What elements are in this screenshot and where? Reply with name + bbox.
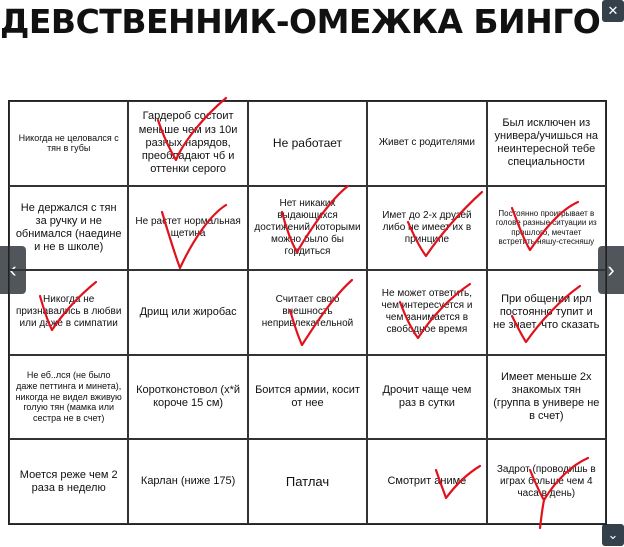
chevron-right-icon[interactable]: › (598, 246, 624, 294)
bingo-cell (9, 186, 128, 271)
bingo-cell (248, 439, 367, 524)
bingo-cell-text: Не держался с тян за ручку и не обнимался (наедине и не в школе) (15, 201, 122, 254)
bingo-cell (248, 101, 367, 186)
bingo-cell-text: Имет до 2-х друзей либо не имеет их в принципе (382, 209, 472, 245)
bingo-cell (487, 186, 606, 271)
bingo-cell (487, 355, 606, 440)
bingo-cell (9, 270, 128, 355)
bingo-cell-text: Постоянно проигрывает в голове разные ситуации из прошлого, мечтает встретить няшу-стесняшу (495, 208, 597, 247)
bingo-cell (128, 270, 247, 355)
bingo-cell-text: Гардероб состоит меньше чем из 10и разных нарядов, преобладают чб и оттенки серого (138, 110, 238, 176)
bingo-cell (9, 355, 128, 440)
bingo-cell-text: Моется реже чем 2 раза в неделю (19, 468, 118, 494)
bingo-cell (487, 101, 606, 186)
close-icon[interactable]: ✕ (602, 0, 624, 22)
bingo-cell-text: Не растет нормальная щетина (135, 215, 241, 239)
bingo-cell (128, 439, 247, 524)
bingo-cell-text: Не работает (272, 136, 343, 151)
bingo-cell-text: Не может ответить, чем интересуется и чем занимается в свободное время (381, 288, 473, 336)
bingo-cell-text: Имеет меньше 2х знакомых тян (группа в универе не в счет) (493, 370, 600, 423)
bingo-cell-text: Был исключен из универа/учишься на неинтересной тебе специальности (494, 116, 599, 169)
bingo-cell (248, 186, 367, 271)
bingo-cell-text: Патлач (285, 473, 330, 489)
bingo-cell-text: Считает свою внешность непривлекательной (261, 294, 354, 330)
bingo-cell-text: Карлан (ниже 175) (140, 475, 236, 488)
bingo-cell-text: Нет никаких выдающихся достижений, которыми можно было бы гордиться (254, 197, 361, 257)
bingo-cell-text: Никогда не целовался с тян в губы (18, 132, 119, 154)
bingo-cell (367, 270, 486, 355)
chevron-down-icon[interactable]: ⌄ (602, 524, 624, 546)
bingo-cell-text: Никогда не признавались в любви или даже в симпатии (15, 294, 122, 330)
bingo-cell-text: Смотрит аниме (387, 475, 467, 488)
bingo-cell-text: Боится армии, косит от нее (255, 383, 360, 410)
bingo-cell (128, 186, 247, 271)
bingo-grid (8, 100, 607, 525)
bingo-cell (248, 355, 367, 440)
chevron-left-icon[interactable]: ‹ (0, 246, 26, 294)
bingo-cell-text: Задрот (проводишь в играх больше чем 4 часа в день) (496, 463, 596, 499)
bingo-cell (9, 439, 128, 524)
bingo-cell (487, 270, 606, 355)
bingo-cell-text: Дрищ или жиробас (139, 305, 237, 318)
bingo-cell-text: При общении ирл постоянно тупит и не знает, что сказать (493, 292, 600, 332)
bingo-cell-text: Коротконстовол (х*й короче 15 см) (136, 383, 241, 410)
bingo-cell (487, 439, 606, 524)
bingo-cell (128, 101, 247, 186)
bingo-cell (367, 186, 486, 271)
bingo-cell-text: Дрочит чаще чем раз в сутки (382, 383, 472, 410)
bingo-cell (9, 101, 128, 186)
bingo-cell-text: Не еб..лся (не было даже петтинга и минета), никогда не видел вживую голую тян (мамка или сестра не в счет) (15, 370, 122, 424)
bingo-cell (367, 101, 486, 186)
bingo-cell (367, 355, 486, 440)
bingo-cell (128, 355, 247, 440)
bingo-cell-text: Живет с родителями (378, 137, 475, 149)
bingo-cell (248, 270, 367, 355)
page-title: ДЕВСТВЕННИК-ОМЕЖКА БИНГО (0, 2, 601, 41)
bingo-cell (367, 439, 486, 524)
